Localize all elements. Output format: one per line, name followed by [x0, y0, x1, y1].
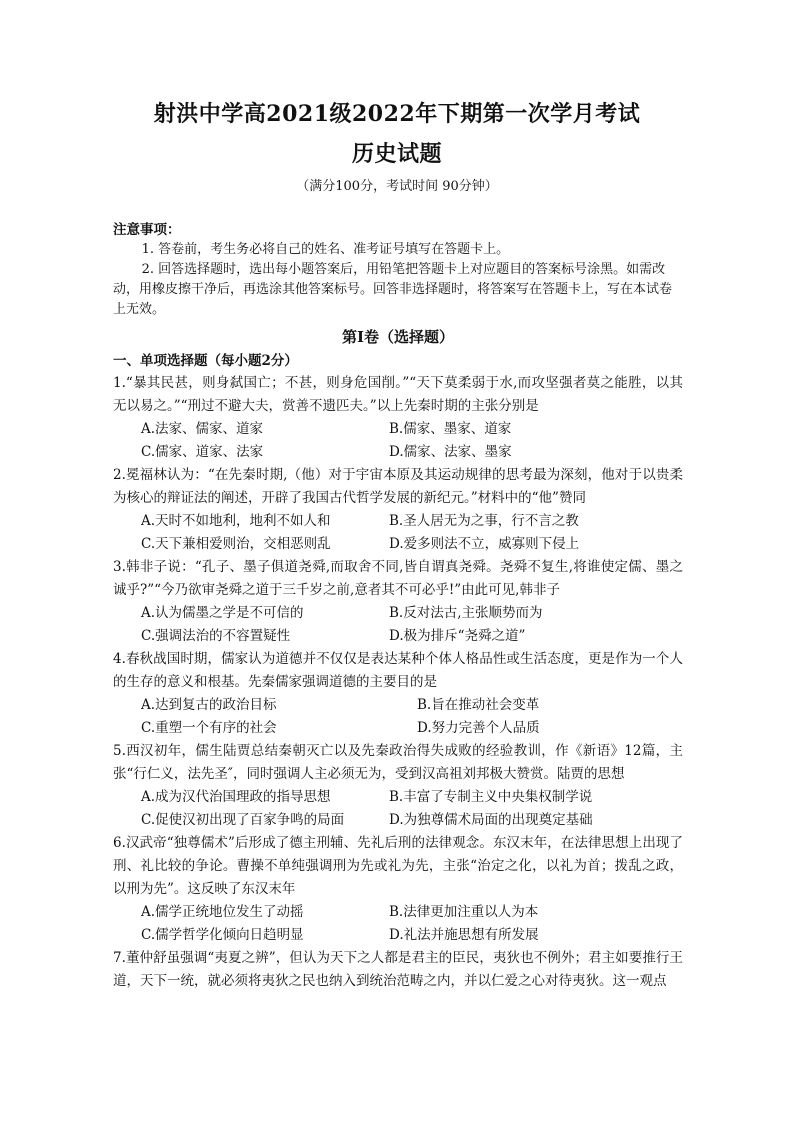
subject-title: 历史试题 — [351, 141, 442, 167]
option-group — [113, 901, 683, 947]
option-c: C.儒家、道家、法家 — [141, 444, 264, 460]
question-stem: 7.董仲舒虽强调“夷夏之辨”，但认为天下之人都是君主的臣民，夷狄也不例外；君主如要推行王道，天下一统，就必须将夷狄之民也纳入到统治范畴之内，并以仁爱之心对待夷狄。这一观点 — [113, 950, 683, 989]
option-a: A.成为汉代治国理政的指导思想 — [141, 789, 331, 805]
option-d: D.礼法并施思想有所发展 — [389, 927, 539, 943]
exam-content — [113, 220, 683, 993]
option-group — [113, 694, 683, 740]
option-a: A.法家、儒家、道家 — [141, 421, 264, 437]
option-c: C.儒学哲学化倾向日趋明显 — [141, 927, 304, 943]
option-b: B.法律更加注重以人为本 — [389, 904, 539, 920]
option-b: B.丰富了专制主义中央集权制学说 — [389, 789, 593, 805]
part-heading: 一、单项选择题（每小题2分） — [113, 353, 298, 369]
option-group — [113, 510, 683, 556]
option-a: A.认为儒墨之学是不可信的 — [141, 605, 304, 621]
option-b: B.反对法古,主张顺势而为 — [389, 605, 543, 621]
question-stem: 3.韩非子说：“孔子、墨子俱道尧舜,而取舍不同,皆自谓真尧舜。尧舜不复生,将谁使定儒、墨之诚乎?”“今乃欲审尧舜之道于三千岁之前,意者其不可必乎!”由此可见,韩非子 — [113, 559, 683, 598]
option-d: D.爱多则法不立，威寡则下侵上 — [389, 536, 580, 552]
option-a: A.达到复古的政治目标 — [141, 697, 277, 713]
option-b: B.旨在推动社会变革 — [417, 697, 540, 713]
question-stem: 4.春秋战国时期，儒家认为道德并不仅仅是表达某种个体人格品性或生活态度，更是作为一个人的生存的意义和根基。先秦儒家强调道德的主要目的是 — [113, 651, 683, 690]
question-stem: 2.冕福林认为：“在先秦时期,（他）对于宇宙本原及其运动规律的思考最为深刻，他对于以贵柔为核心的辩证法的阐述，开辟了我国古代哲学发展的新纪元。”材料中的“他”赞同 — [113, 467, 683, 506]
option-c: C.天下兼相爱则治，交相恶则乱 — [141, 536, 331, 552]
question-stem: 6.汉武帝“独尊儒术”后形成了德主刑辅、先礼后刑的法律观念。东汉末年，在法律思想上出现了刑、礼比较的争论。曹操不单纯强调刑为先或礼为先，主张“治定之化，以礼为首；拨乱之政，以刑为先”。这反映了东汉末年 — [113, 835, 683, 897]
section-heading: 第Ⅰ卷（选择题） — [341, 328, 455, 346]
option-group — [113, 602, 683, 648]
question-stem: 1.“暴其民甚，则身弑国亡；不甚，则身危国削。”“天下莫柔弱于水,而攻坚强者莫之能胜，以其无以易之。”“刑过不避大夫，赏善不遗匹夫。”以上先秦时期的主张分别是 — [113, 375, 683, 414]
option-group — [113, 418, 683, 464]
question-stem: 5.西汉初年，儒生陆贾总结秦朝灭亡以及先秦政治得失成败的经验教训，作《新语》12篇，主张“行仁义，法先圣″，同时强调人主必须无为，受到汉高祖刘邦极大赞赏。陆贾的思想 — [113, 743, 683, 782]
option-d: D.极为排斥“尧舜之道” — [389, 628, 526, 644]
option-c: C.重塑一个有序的社会 — [141, 720, 277, 736]
option-c: C.促使汉初出现了百家争鸣的局面 — [141, 812, 345, 828]
notice-item: 2. 回答选择题时，选出每小题答案后，用铅笔把答题卡上对应题目的答案标号涂黑。如需改动，用橡皮擦干净后，再选涂其他答案标号。回答非选择题时，将答案写在答题卡上，写在本试卷上无效。 — [113, 262, 673, 317]
exam-title: 射洪中学高2021级2022年下期第一次学月考试 — [153, 101, 641, 127]
option-a: A.天时不如地利，地利不如人和 — [141, 513, 331, 529]
option-d: D.努力完善个人品质 — [417, 720, 540, 736]
option-a: A.儒学正统地位发生了动摇 — [141, 904, 304, 920]
exam-info: （满分100分，考试时间 90分钟） — [296, 179, 498, 194]
option-d: D.为独尊儒术局面的出现奠定基础 — [389, 812, 593, 828]
option-b: B.儒家、墨家、道家 — [389, 421, 512, 437]
option-c: C.强调法治的不容置疑性 — [141, 628, 291, 644]
option-group — [113, 786, 683, 832]
notice-block — [113, 220, 683, 320]
notice-item: 1. 答卷前，考生务必将自己的姓名、准考证号填写在答题卡上。 — [141, 242, 510, 257]
option-d: D.儒家、法家、墨家 — [389, 444, 512, 460]
option-b: B.圣人居无为之事，行不言之教 — [389, 513, 579, 529]
notice-heading: 注意事项： — [113, 222, 181, 238]
